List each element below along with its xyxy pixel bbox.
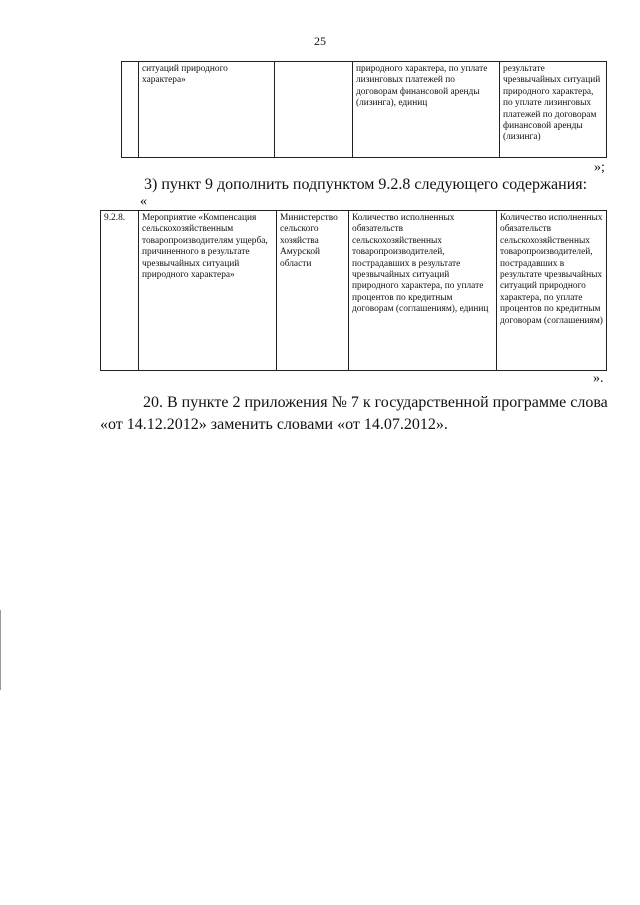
paragraph-20-line-1: 20. В пункте 2 приложения № 7 к государственной программе слова — [143, 394, 608, 411]
table-cell-executor: Министерство сельского хозяйства Амурской области — [277, 211, 349, 371]
table-cell-number — [122, 62, 139, 158]
scan-margin-mark — [0, 610, 1, 690]
table-cell-name: Мероприятие «Компенсация сельскохозяйственным товаропроизводителям ущерба, причиненного в результате чрезвычайных ситуаций природного характера» — [139, 211, 277, 371]
closing-quote: ». — [593, 371, 604, 386]
table-subitem-9-2-8 — [100, 210, 607, 371]
table-cell-executor — [275, 62, 353, 158]
page-number: 25 — [314, 34, 326, 48]
table-fragment-top — [121, 61, 607, 158]
opening-quote: « — [140, 194, 147, 209]
table-cell-name: ситуаций природного характера» — [139, 62, 275, 158]
table-cell-result: Количество исполненных обязательств сельскохозяйственных товаропроизводителей, пострадавших в результате чрезвычайных ситуаций природного характера, по уплате процентов по кредитным договорам (соглашениям) — [497, 211, 607, 371]
table-cell-number: 9.2.8. — [101, 211, 139, 371]
closing-quote: »; — [594, 160, 605, 175]
paragraph-20-line-2: «от 14.12.2012» заменить словами «от 14.07.2012». — [100, 416, 448, 433]
table-cell-result: результате чрезвычайных ситуаций природного характера, по уплате лизинговых платежей по договорам финансовой аренды (лизинга) — [500, 62, 607, 158]
item-3-text: 3) пункт 9 дополнить подпунктом 9.2.8 следующего содержания: — [144, 176, 588, 193]
table-row — [122, 62, 607, 158]
table-row — [101, 211, 607, 371]
table-cell-indicator: Количество исполненных обязательств сельскохозяйственных товаропроизводителей, пострадавших в результате чрезвычайных ситуаций природного характера, по уплате процентов по кредитным договорам (соглашениям), единиц — [349, 211, 497, 371]
table-cell-indicator: природного характера, по уплате лизинговых платежей по договорам финансовой аренды (лизинга), единиц — [353, 62, 500, 158]
